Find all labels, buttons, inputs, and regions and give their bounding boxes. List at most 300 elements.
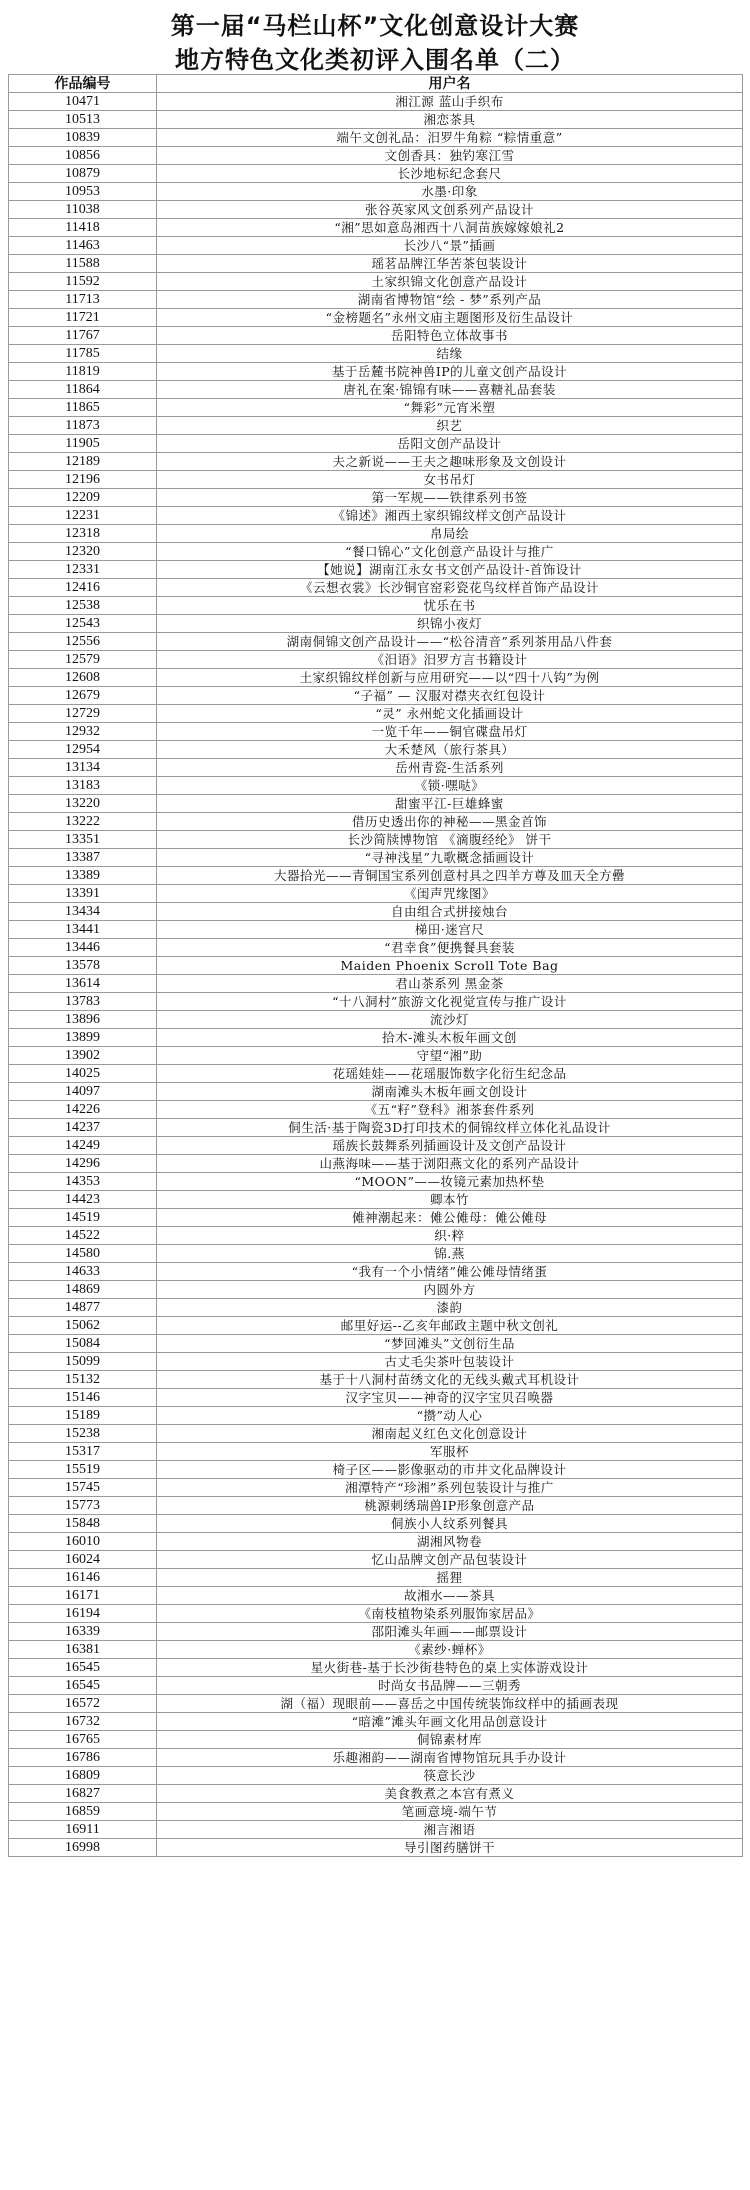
username-cell: 故湘水——茶具: [157, 1587, 743, 1605]
table-row: [9, 1029, 743, 1047]
shortlist-table: [8, 74, 743, 1857]
table-row: [9, 309, 743, 327]
work-id-cell: 11721: [9, 309, 157, 327]
username-cell: 古丈毛尖茶叶包装设计: [157, 1353, 743, 1371]
username-cell: 长沙八“景”插画: [157, 237, 743, 255]
username-cell: 湖南侗锦文创产品设计——“松谷清音”系列茶用品八件套: [157, 633, 743, 651]
work-id-cell: 13902: [9, 1047, 157, 1065]
table-row: [9, 831, 743, 849]
work-id-cell: 16545: [9, 1659, 157, 1677]
table-row: [9, 1155, 743, 1173]
table-row: [9, 1821, 743, 1839]
username-cell: 岳阳特色立体故事书: [157, 327, 743, 345]
table-row: [9, 921, 743, 939]
table-row: [9, 975, 743, 993]
table-row: [9, 903, 743, 921]
table-row: [9, 1317, 743, 1335]
work-id-cell: 13434: [9, 903, 157, 921]
table-row: [9, 417, 743, 435]
table-row: [9, 1731, 743, 1749]
work-id-cell: 12209: [9, 489, 157, 507]
work-id-cell: 15189: [9, 1407, 157, 1425]
username-cell: 《闺声咒缘图》: [157, 885, 743, 903]
table-row: [9, 1083, 743, 1101]
username-cell: “我有一个小情绪”傩公傩母情绪蛋: [157, 1263, 743, 1281]
username-cell: 湘江源 蓝山手织布: [157, 93, 743, 111]
username-cell: 忆山品牌文创产品包装设计: [157, 1551, 743, 1569]
table-row: [9, 597, 743, 615]
table-row: [9, 471, 743, 489]
work-id-cell: 13446: [9, 939, 157, 957]
work-id-cell: 13387: [9, 849, 157, 867]
table-row: [9, 1101, 743, 1119]
username-cell: 筷意长沙: [157, 1767, 743, 1785]
username-cell: 星火街巷-基于长沙街巷特色的桌上实体游戏设计: [157, 1659, 743, 1677]
table-row: [9, 1227, 743, 1245]
work-id-cell: 16765: [9, 1731, 157, 1749]
table-row: [9, 1533, 743, 1551]
username-cell: 女书吊灯: [157, 471, 743, 489]
work-id-cell: 13783: [9, 993, 157, 1011]
username-cell: 岳阳文创产品设计: [157, 435, 743, 453]
table-row: [9, 219, 743, 237]
table-row: [9, 777, 743, 795]
table-row: [9, 651, 743, 669]
work-id-cell: 10839: [9, 129, 157, 147]
work-id-cell: 15848: [9, 1515, 157, 1533]
table-row: [9, 939, 743, 957]
table-row: [9, 1515, 743, 1533]
table-row: [9, 1389, 743, 1407]
username-cell: 侗锦素材库: [157, 1731, 743, 1749]
username-cell: 织·粹: [157, 1227, 743, 1245]
username-cell: 《五“籽”登科》湘茶套件系列: [157, 1101, 743, 1119]
work-id-cell: 15745: [9, 1479, 157, 1497]
username-cell: 一览千年——铜官碟盘吊灯: [157, 723, 743, 741]
work-id-cell: 12579: [9, 651, 157, 669]
table-row: [9, 579, 743, 597]
work-id-cell: 16024: [9, 1551, 157, 1569]
work-id-cell: 14877: [9, 1299, 157, 1317]
work-id-cell: 15099: [9, 1353, 157, 1371]
username-cell: 岳州青瓷-生活系列: [157, 759, 743, 777]
work-id-cell: 10953: [9, 183, 157, 201]
table-row: [9, 1245, 743, 1263]
username-cell: 山燕海味——基于浏阳燕文化的系列产品设计: [157, 1155, 743, 1173]
table-row: [9, 273, 743, 291]
username-cell: 唐礼在案·锦锦有味——喜糖礼品套装: [157, 381, 743, 399]
username-cell: “舞彩”元宵米塑: [157, 399, 743, 417]
work-id-cell: 16171: [9, 1587, 157, 1605]
work-id-cell: 12318: [9, 525, 157, 543]
work-id-cell: 12608: [9, 669, 157, 687]
table-row: [9, 1443, 743, 1461]
username-cell: 基于十八洞村苗绣文化的无线头戴式耳机设计: [157, 1371, 743, 1389]
username-cell: “梦回滩头”文创衍生品: [157, 1335, 743, 1353]
work-id-cell: 13222: [9, 813, 157, 831]
work-id-cell: 13220: [9, 795, 157, 813]
work-id-cell: 16809: [9, 1767, 157, 1785]
username-cell: “暗滩”滩头年画文化用品创意设计: [157, 1713, 743, 1731]
table-row: [9, 1551, 743, 1569]
table-row: [9, 255, 743, 273]
work-id-cell: 10471: [9, 93, 157, 111]
work-id-cell: 14025: [9, 1065, 157, 1083]
work-id-cell: 10856: [9, 147, 157, 165]
username-cell: 傩神潮起来：傩公傩母：傩公傩母: [157, 1209, 743, 1227]
work-id-cell: 14226: [9, 1101, 157, 1119]
username-cell: 湖南省博物馆“绘 - 梦”系列产品: [157, 291, 743, 309]
table-row: [9, 1425, 743, 1443]
username-cell: 君山茶系列 黑金茶: [157, 975, 743, 993]
work-id-cell: 13134: [9, 759, 157, 777]
work-id-cell: 12320: [9, 543, 157, 561]
work-id-cell: 15062: [9, 1317, 157, 1335]
username-cell: 笔画意境-端午节: [157, 1803, 743, 1821]
username-cell: 长沙简牍博物馆 《滴腹经纶》 饼干: [157, 831, 743, 849]
username-cell: “餐口锦心”文化创意产品设计与推广: [157, 543, 743, 561]
username-cell: 军服杯: [157, 1443, 743, 1461]
username-cell: 邮里好运--乙亥年邮政主题中秋文创礼: [157, 1317, 743, 1335]
work-id-cell: 14519: [9, 1209, 157, 1227]
username-cell: 基于岳麓书院神兽IP的儿童文创产品设计: [157, 363, 743, 381]
work-id-cell: 13351: [9, 831, 157, 849]
table-row: [9, 1749, 743, 1767]
table-row: [9, 1587, 743, 1605]
work-id-cell: 14296: [9, 1155, 157, 1173]
table-row: [9, 1173, 743, 1191]
work-id-cell: 16194: [9, 1605, 157, 1623]
username-cell: 卿本竹: [157, 1191, 743, 1209]
username-cell: 大器拾光——青铜国宝系列创意村具之四羊方尊及皿天全方罍: [157, 867, 743, 885]
username-cell: 湖南滩头木板年画文创设计: [157, 1083, 743, 1101]
work-id-cell: 16010: [9, 1533, 157, 1551]
table-row: [9, 1371, 743, 1389]
username-cell: 《锁·嘿哒》: [157, 777, 743, 795]
work-id-cell: 15773: [9, 1497, 157, 1515]
username-cell: 自由组合式拼接烛台: [157, 903, 743, 921]
table-row: [9, 957, 743, 975]
table-row: [9, 1299, 743, 1317]
username-cell: “寻神浅星”九歌概念插画设计: [157, 849, 743, 867]
table-row: [9, 1713, 743, 1731]
username-cell: 湘南起义红色文化创意设计: [157, 1425, 743, 1443]
username-cell: 湖湘风物卷: [157, 1533, 743, 1551]
username-cell: 甜蜜平江-巨雄蜂蜜: [157, 795, 743, 813]
work-id-cell: 16545: [9, 1677, 157, 1695]
work-id-cell: 11864: [9, 381, 157, 399]
work-id-cell: 14423: [9, 1191, 157, 1209]
table-row: [9, 525, 743, 543]
table-row: [9, 1065, 743, 1083]
work-id-cell: 13391: [9, 885, 157, 903]
table-row: [9, 183, 743, 201]
table-row: [9, 705, 743, 723]
table-row: [9, 1461, 743, 1479]
username-cell: 梯田·迷宫尺: [157, 921, 743, 939]
table-row: [9, 345, 743, 363]
work-id-cell: 12189: [9, 453, 157, 471]
work-id-cell: 11463: [9, 237, 157, 255]
work-id-cell: 11819: [9, 363, 157, 381]
work-id-cell: 15317: [9, 1443, 157, 1461]
table-row: [9, 1641, 743, 1659]
username-cell: 《南枝植物染系列服饰家居品》: [157, 1605, 743, 1623]
table-row: [9, 849, 743, 867]
table-row: [9, 1137, 743, 1155]
username-cell: 湖（福）现眼前——喜岳之中国传统装饰纹样中的插画表现: [157, 1695, 743, 1713]
table-row: [9, 1209, 743, 1227]
column-header-username: 用户名: [157, 75, 743, 93]
table-row: [9, 453, 743, 471]
work-id-cell: 13441: [9, 921, 157, 939]
table-row: [9, 1353, 743, 1371]
page-title: 第一届“马栏山杯”文化创意设计大赛: [170, 12, 580, 40]
work-id-cell: 13578: [9, 957, 157, 975]
table-row: [9, 813, 743, 831]
username-cell: “十八洞村”旅游文化视觉宣传与推广设计: [157, 993, 743, 1011]
username-cell: 水墨·印象: [157, 183, 743, 201]
work-id-cell: 14249: [9, 1137, 157, 1155]
username-cell: 《云想衣裳》长沙铜官窑彩瓷花鸟纹样首饰产品设计: [157, 579, 743, 597]
username-cell: “金榜题名”永州文庙主题图形及衍生品设计: [157, 309, 743, 327]
username-cell: “湘”思如意岛湘西十八洞苗族嫁嫁娘礼2: [157, 219, 743, 237]
username-cell: 张谷英家风文创系列产品设计: [157, 201, 743, 219]
work-id-cell: 12331: [9, 561, 157, 579]
table-row: [9, 1263, 743, 1281]
work-id-cell: 13896: [9, 1011, 157, 1029]
username-cell: 第一军规——铁律系列书签: [157, 489, 743, 507]
table-row: [9, 993, 743, 1011]
table-row: [9, 1047, 743, 1065]
username-cell: 湘言湘语: [157, 1821, 743, 1839]
username-cell: 湘潭特产“珍湘”系列包装设计与推广: [157, 1479, 743, 1497]
table-row: [9, 363, 743, 381]
work-id-cell: 16732: [9, 1713, 157, 1731]
work-id-cell: 12196: [9, 471, 157, 489]
work-id-cell: 11588: [9, 255, 157, 273]
username-cell: 忧乐在书: [157, 597, 743, 615]
username-cell: 《素纱·蝉杯》: [157, 1641, 743, 1659]
page-subtitle: 地方特色文化类初评入围名单（二）: [175, 46, 575, 74]
username-cell: 土家织锦纹样创新与应用研究——以“四十八钩”为例: [157, 669, 743, 687]
work-id-cell: 10879: [9, 165, 157, 183]
work-id-cell: 11713: [9, 291, 157, 309]
username-cell: “攒”动人心: [157, 1407, 743, 1425]
work-id-cell: 15519: [9, 1461, 157, 1479]
work-id-cell: 13183: [9, 777, 157, 795]
table-row: [9, 885, 743, 903]
work-id-cell: 11767: [9, 327, 157, 345]
username-cell: 汉字宝贝——神奇的汉字宝贝召唤器: [157, 1389, 743, 1407]
work-id-cell: 11905: [9, 435, 157, 453]
work-id-cell: 16381: [9, 1641, 157, 1659]
username-cell: “MOON”——妆镜元素加热杯垫: [157, 1173, 743, 1191]
work-id-cell: 15146: [9, 1389, 157, 1407]
username-cell: 时尚女书品牌——三朝秀: [157, 1677, 743, 1695]
work-id-cell: 13614: [9, 975, 157, 993]
table-row: [9, 1839, 743, 1857]
table-row: [9, 795, 743, 813]
username-cell: 织锦小夜灯: [157, 615, 743, 633]
table-row: [9, 543, 743, 561]
username-cell: 邵阳滩头年画——邮票设计: [157, 1623, 743, 1641]
username-cell: 锦.燕: [157, 1245, 743, 1263]
table-row: [9, 291, 743, 309]
username-cell: “灵” 永州蛇文化插画设计: [157, 705, 743, 723]
work-id-cell: 16827: [9, 1785, 157, 1803]
table-row: [9, 1785, 743, 1803]
username-cell: 美食教煮之本宫有煮义: [157, 1785, 743, 1803]
username-cell: 文创香具：独钓寒江雪: [157, 147, 743, 165]
table-row: [9, 723, 743, 741]
table-row: [9, 561, 743, 579]
table-header-row: [9, 75, 743, 93]
table-row: [9, 669, 743, 687]
work-id-cell: 16146: [9, 1569, 157, 1587]
work-id-cell: 12538: [9, 597, 157, 615]
username-cell: 土家织锦文化创意产品设计: [157, 273, 743, 291]
work-id-cell: 12954: [9, 741, 157, 759]
work-id-cell: 16911: [9, 1821, 157, 1839]
work-id-cell: 14097: [9, 1083, 157, 1101]
work-id-cell: 11785: [9, 345, 157, 363]
table-row: [9, 1803, 743, 1821]
table-row: [9, 1623, 743, 1641]
username-cell: 大禾楚风（旅行茶具）: [157, 741, 743, 759]
username-cell: 瑶茗品牌江华苦茶包装设计: [157, 255, 743, 273]
work-id-cell: 16786: [9, 1749, 157, 1767]
username-cell: 结缘: [157, 345, 743, 363]
table-row: [9, 165, 743, 183]
work-id-cell: 16572: [9, 1695, 157, 1713]
work-id-cell: 15238: [9, 1425, 157, 1443]
work-id-cell: 12543: [9, 615, 157, 633]
work-id-cell: 11038: [9, 201, 157, 219]
username-cell: 长沙地标纪念套尺: [157, 165, 743, 183]
table-row: [9, 399, 743, 417]
username-cell: 摇狸: [157, 1569, 743, 1587]
work-id-cell: 15132: [9, 1371, 157, 1389]
username-cell: 桃源刺绣瑞兽IP形象创意产品: [157, 1497, 743, 1515]
table-row: [9, 1695, 743, 1713]
username-cell: Maiden Phoenix Scroll Tote Bag: [157, 957, 743, 975]
table-row: [9, 381, 743, 399]
table-row: [9, 489, 743, 507]
table-row: [9, 201, 743, 219]
username-cell: 漆韵: [157, 1299, 743, 1317]
work-id-cell: 15084: [9, 1335, 157, 1353]
username-cell: 花瑶娃娃——花瑶服饰数字化衍生纪念品: [157, 1065, 743, 1083]
work-id-cell: 12556: [9, 633, 157, 651]
table-row: [9, 1767, 743, 1785]
work-id-cell: 12416: [9, 579, 157, 597]
username-cell: “子福” — 汉服对襟夹衣红包设计: [157, 687, 743, 705]
work-id-cell: 14237: [9, 1119, 157, 1137]
username-cell: 瑶族长鼓舞系列插画设计及文创产品设计: [157, 1137, 743, 1155]
work-id-cell: 16859: [9, 1803, 157, 1821]
work-id-cell: 13899: [9, 1029, 157, 1047]
table-row: [9, 867, 743, 885]
table-row: [9, 327, 743, 345]
username-cell: 织艺: [157, 417, 743, 435]
work-id-cell: 12729: [9, 705, 157, 723]
work-id-cell: 10513: [9, 111, 157, 129]
username-cell: 守望“湘”助: [157, 1047, 743, 1065]
username-cell: 借历史透出你的神秘——黑金首饰: [157, 813, 743, 831]
username-cell: 《汨语》汨罗方言书籍设计: [157, 651, 743, 669]
work-id-cell: 14633: [9, 1263, 157, 1281]
table-row: [9, 1119, 743, 1137]
table-row: [9, 237, 743, 255]
table-row: [9, 1191, 743, 1209]
table-row: [9, 111, 743, 129]
username-cell: 内圆外方: [157, 1281, 743, 1299]
work-id-cell: 12679: [9, 687, 157, 705]
table-row: [9, 147, 743, 165]
table-row: [9, 1569, 743, 1587]
username-cell: 侗生活·基于陶瓷3D打印技术的侗锦纹样立体化礼品设计: [157, 1119, 743, 1137]
work-id-cell: 12932: [9, 723, 157, 741]
work-id-cell: 14869: [9, 1281, 157, 1299]
table-row: [9, 1659, 743, 1677]
table-row: [9, 435, 743, 453]
table-row: [9, 1335, 743, 1353]
table-row: [9, 1281, 743, 1299]
table-row: [9, 129, 743, 147]
work-id-cell: 16339: [9, 1623, 157, 1641]
table-row: [9, 1407, 743, 1425]
work-id-cell: 11592: [9, 273, 157, 291]
username-cell: 侗族小人纹系列餐具: [157, 1515, 743, 1533]
username-cell: 导引图药膳饼干: [157, 1839, 743, 1857]
username-cell: 乐趣湘韵——湖南省博物馆玩具手办设计: [157, 1749, 743, 1767]
table-row: [9, 633, 743, 651]
username-cell: 端午文创礼品：汨罗牛角粽 “粽情重意”: [157, 129, 743, 147]
table-row: [9, 741, 743, 759]
table-row: [9, 1479, 743, 1497]
username-cell: 帛局绘: [157, 525, 743, 543]
username-cell: 夫之新说——王夫之趣味形象及文创设计: [157, 453, 743, 471]
work-id-cell: 11873: [9, 417, 157, 435]
work-id-cell: 13389: [9, 867, 157, 885]
table-row: [9, 1011, 743, 1029]
table-row: [9, 1677, 743, 1695]
username-cell: 拾木-滩头木板年画文创: [157, 1029, 743, 1047]
work-id-cell: 14580: [9, 1245, 157, 1263]
work-id-cell: 11418: [9, 219, 157, 237]
work-id-cell: 16998: [9, 1839, 157, 1857]
username-cell: “君幸食”便携餐具套装: [157, 939, 743, 957]
username-cell: 湘恋茶具: [157, 111, 743, 129]
table-row: [9, 1497, 743, 1515]
work-id-cell: 11865: [9, 399, 157, 417]
work-id-cell: 14353: [9, 1173, 157, 1191]
table-row: [9, 507, 743, 525]
table-row: [9, 615, 743, 633]
username-cell: 【她说】湖南江永女书文创产品设计-首饰设计: [157, 561, 743, 579]
table-row: [9, 759, 743, 777]
column-header-work-id: 作品编号: [9, 75, 157, 93]
work-id-cell: 12231: [9, 507, 157, 525]
username-cell: 流沙灯: [157, 1011, 743, 1029]
username-cell: 椅子区——影像驱动的市井文化品牌设计: [157, 1461, 743, 1479]
table-row: [9, 1605, 743, 1623]
work-id-cell: 14522: [9, 1227, 157, 1245]
table-row: [9, 687, 743, 705]
table-row: [9, 93, 743, 111]
username-cell: 《锦述》湘西土家织锦纹样文创产品设计: [157, 507, 743, 525]
